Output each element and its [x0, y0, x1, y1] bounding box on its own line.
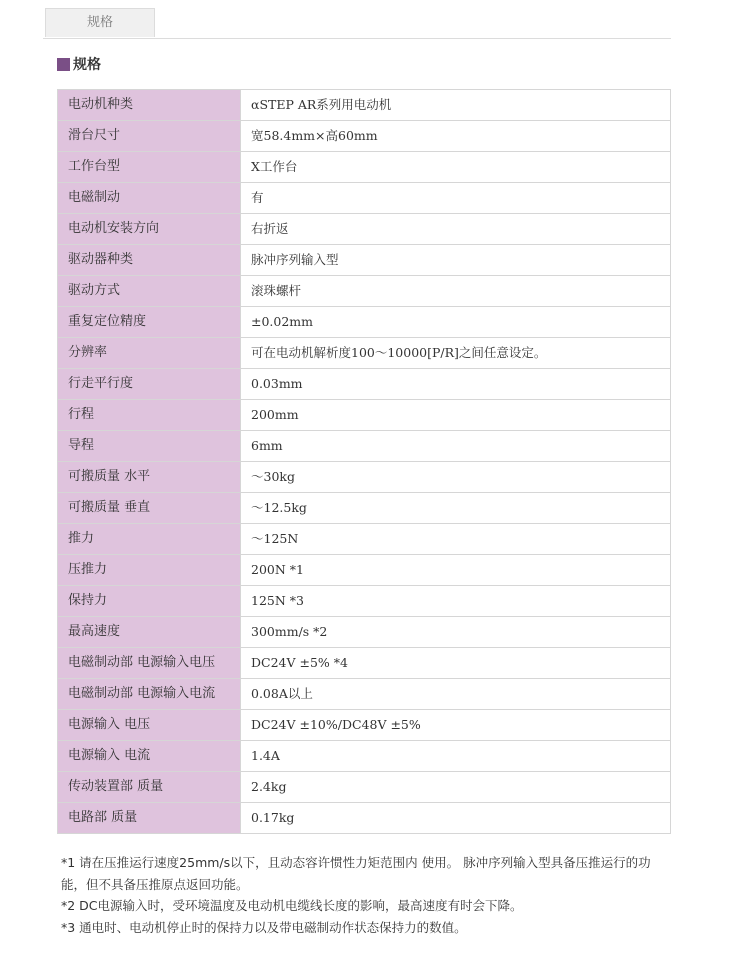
- table-row: [58, 741, 671, 772]
- spec-value: 脉冲序列输入型: [241, 245, 671, 276]
- table-row: [58, 369, 671, 400]
- spec-value: 200mm: [241, 400, 671, 431]
- spec-label: 驱动器种类: [58, 245, 241, 276]
- section-title: 规格: [73, 57, 101, 73]
- table-row: [58, 679, 671, 710]
- spec-value: DC24V ±10%/DC48V ±5%: [241, 710, 671, 741]
- spec-value: 右折返: [241, 214, 671, 245]
- table-row: [58, 617, 671, 648]
- spec-label: 推力: [58, 524, 241, 555]
- spec-value: 200N *1: [241, 555, 671, 586]
- table-row: [58, 555, 671, 586]
- table-row: [58, 462, 671, 493]
- spec-label: 传动装置部 质量: [58, 772, 241, 803]
- spec-label: 导程: [58, 431, 241, 462]
- tab-bar: [43, 8, 671, 39]
- spec-label: 可搬质量 水平: [58, 462, 241, 493]
- spec-value: 1.4A: [241, 741, 671, 772]
- table-row: [58, 648, 671, 679]
- table-row: [58, 772, 671, 803]
- table-row: [58, 710, 671, 741]
- spec-value: ±0.02mm: [241, 307, 671, 338]
- tab-specifications[interactable]: 规格: [45, 8, 155, 37]
- spec-value: 300mm/s *2: [241, 617, 671, 648]
- spec-label: 电源输入 电流: [58, 741, 241, 772]
- spec-label: 电动机安装方向: [58, 214, 241, 245]
- spec-label: 滑台尺寸: [58, 121, 241, 152]
- spec-label: 分辨率: [58, 338, 241, 369]
- spec-value: 有: [241, 183, 671, 214]
- heading-square-icon: [57, 58, 70, 71]
- spec-table: [57, 89, 671, 834]
- notes: [61, 852, 673, 938]
- spec-value: 宽58.4mm×高60mm: [241, 121, 671, 152]
- spec-value: 2.4kg: [241, 772, 671, 803]
- section-heading: [57, 54, 101, 74]
- spec-value: DC24V ±5% *4: [241, 648, 671, 679]
- spec-value: 0.03mm: [241, 369, 671, 400]
- spec-value: 可在电动机解析度100～10000[P/R]之间任意设定。: [241, 338, 671, 369]
- note-2: *2 DC电源输入时，受环境温度及电动机电缆线长度的影响，最高速度有时会下降。: [61, 898, 523, 913]
- spec-label: 行程: [58, 400, 241, 431]
- table-row: [58, 400, 671, 431]
- spec-value: 0.17kg: [241, 803, 671, 834]
- table-row: [58, 245, 671, 276]
- table-row: [58, 431, 671, 462]
- spec-label: 压推力: [58, 555, 241, 586]
- spec-label: 重复定位精度: [58, 307, 241, 338]
- spec-value: αSTEP AR系列用电动机: [241, 90, 671, 121]
- table-row: [58, 276, 671, 307]
- spec-label: 电动机种类: [58, 90, 241, 121]
- spec-value: 0.08A以上: [241, 679, 671, 710]
- table-row: [58, 803, 671, 834]
- note-1: *1 请在压推运行速度25mm/s以下，且动态容许惯性力矩范围内 使用。 脉冲序列输入型具备压推运行的功能，但不具备压推原点返回功能。: [61, 855, 651, 892]
- spec-label: 电磁制动: [58, 183, 241, 214]
- spec-label: 工作台型: [58, 152, 241, 183]
- spec-value: ～12.5kg: [241, 493, 671, 524]
- table-row: [58, 307, 671, 338]
- spec-value: 125N *3: [241, 586, 671, 617]
- table-row: [58, 152, 671, 183]
- table-row: [58, 586, 671, 617]
- spec-value: ～125N: [241, 524, 671, 555]
- table-row: [58, 524, 671, 555]
- table-row: [58, 183, 671, 214]
- spec-label: 电磁制动部 电源输入电压: [58, 648, 241, 679]
- table-row: [58, 214, 671, 245]
- spec-value: 滚珠螺杆: [241, 276, 671, 307]
- spec-label: 电路部 质量: [58, 803, 241, 834]
- spec-label: 保持力: [58, 586, 241, 617]
- spec-label: 驱动方式: [58, 276, 241, 307]
- spec-label: 电源输入 电压: [58, 710, 241, 741]
- spec-value: ～30kg: [241, 462, 671, 493]
- table-row: [58, 493, 671, 524]
- spec-label: 最高速度: [58, 617, 241, 648]
- spec-value: X工作台: [241, 152, 671, 183]
- spec-label: 电磁制动部 电源输入电流: [58, 679, 241, 710]
- table-row: [58, 90, 671, 121]
- spec-value: 6mm: [241, 431, 671, 462]
- table-row: [58, 338, 671, 369]
- note-3: *3 通电时、电动机停止时的保持力以及带电磁制动作状态保持力的数值。: [61, 919, 467, 935]
- table-row: [58, 121, 671, 152]
- spec-label: 可搬质量 垂直: [58, 493, 241, 524]
- spec-label: 行走平行度: [58, 369, 241, 400]
